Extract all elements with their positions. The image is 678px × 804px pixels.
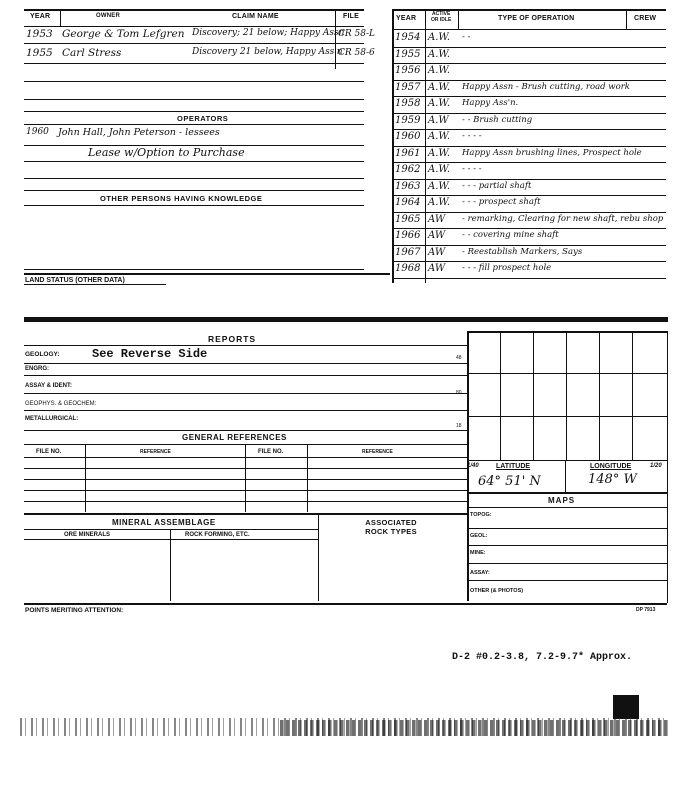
operation-row-line bbox=[392, 179, 666, 180]
operation-type: Happy Assn brushing lines, Prospect hole bbox=[462, 147, 642, 158]
ref-col-reference-2: REFERENCE bbox=[362, 449, 393, 455]
margin-num-3: 18 bbox=[456, 423, 462, 429]
operation-row-line bbox=[392, 261, 666, 262]
operation-year: 1961 bbox=[395, 147, 421, 159]
margin-num-1: 48 bbox=[456, 355, 462, 361]
maps-other: OTHER (& PHOTOS) bbox=[470, 588, 524, 594]
ref-col-reference-1: REFERENCE bbox=[140, 449, 171, 455]
operation-year: 1964 bbox=[395, 197, 421, 208]
scan-artifact-block bbox=[613, 695, 639, 719]
latitude-prefix: 1/40 bbox=[467, 463, 479, 469]
operation-status: A.W. bbox=[428, 164, 451, 175]
owner-header: OWNER bbox=[96, 13, 120, 19]
operation-year: 1958 bbox=[395, 98, 421, 109]
ore-minerals-label: ORE MINERALS bbox=[64, 532, 111, 538]
operation-year: 1960 bbox=[395, 131, 421, 142]
claim-2-owner: Carl Stress bbox=[62, 47, 122, 59]
operation-row-line bbox=[392, 146, 666, 147]
operation-status: AW bbox=[428, 213, 446, 225]
rock-forming-label: ROCK FORMING, ETC. bbox=[185, 532, 250, 538]
operation-type: - - - - bbox=[462, 164, 482, 174]
associated-rock-types-label: ASSOCIATED ROCK TYPES bbox=[365, 518, 417, 536]
operation-status: AW bbox=[428, 230, 446, 241]
operation-status: A.W. bbox=[428, 147, 451, 159]
operation-year: 1965 bbox=[395, 213, 421, 225]
top-left-border bbox=[24, 9, 364, 11]
ops-type-header: TYPE OF OPERATION bbox=[498, 15, 575, 22]
assay-label: ASSAY & IDENT: bbox=[25, 383, 73, 389]
operation-row-line bbox=[392, 228, 666, 229]
engrg-label: ENGRG: bbox=[25, 366, 49, 372]
operation-row-line bbox=[392, 162, 666, 163]
operation-status: A.W. bbox=[428, 81, 451, 93]
operation-type: - - covering mine shaft bbox=[462, 230, 559, 240]
claim-name-header: CLAIM NAME bbox=[232, 13, 279, 20]
claim-1-name: Discovery; 21 below; Happy Assn bbox=[192, 28, 345, 38]
operation-type: Happy Ass'n. bbox=[462, 98, 519, 108]
ops-year-header: YEAR bbox=[396, 15, 417, 22]
operation-status: AW bbox=[428, 263, 446, 274]
operation-status: A.W. bbox=[428, 180, 451, 192]
operation-row-line bbox=[392, 278, 666, 279]
operation-type: - - - fill prospect hole bbox=[462, 263, 552, 273]
ref-col-file-2: FILE NO. bbox=[258, 449, 284, 455]
year-header: YEAR bbox=[30, 13, 51, 20]
claim-2-file: CR 58-6 bbox=[338, 48, 375, 58]
operation-row-line bbox=[392, 63, 666, 64]
longitude-suffix: 1/20 bbox=[650, 463, 662, 469]
operation-row-line bbox=[392, 129, 666, 130]
operation-type: - - - - bbox=[462, 131, 482, 141]
operators-label: OPERATORS bbox=[177, 114, 229, 123]
metallurgical-label: METALLURGICAL: bbox=[25, 416, 79, 422]
general-references-title: GENERAL REFERENCES bbox=[182, 433, 287, 442]
points-meriting-attention-label: POINTS MERITING ATTENTION: bbox=[25, 607, 124, 614]
knowledge-label: OTHER PERSONS HAVING KNOWLEDGE bbox=[100, 194, 263, 203]
operation-status: AW bbox=[428, 246, 446, 258]
operator-1-text: John Hall, John Peterson - lessees bbox=[58, 127, 220, 138]
maps-title: MAPS bbox=[548, 496, 576, 505]
operation-year: 1955 bbox=[395, 48, 421, 60]
operation-row-line bbox=[392, 47, 666, 48]
latitude-value: 64° 51' N bbox=[478, 474, 541, 489]
claim-2-year: 1955 bbox=[26, 47, 53, 59]
ops-active-header: ACTIVE bbox=[432, 11, 451, 17]
grid-hline bbox=[467, 416, 667, 417]
maps-mine: MINE: bbox=[470, 550, 486, 556]
operation-row-line bbox=[392, 113, 666, 114]
mineral-title: MINERAL ASSEMBLAGE bbox=[112, 518, 216, 527]
grid-bottom-line bbox=[467, 460, 667, 461]
operation-status: A.W. bbox=[428, 98, 451, 109]
operation-year: 1954 bbox=[395, 32, 421, 43]
operation-row-line bbox=[392, 212, 666, 213]
geophys-label: GEOPHYS. & GEOCHEM: bbox=[25, 401, 97, 407]
operation-year: 1968 bbox=[395, 263, 421, 274]
claim-1-owner: George & Tom Lefgren bbox=[62, 28, 185, 40]
longitude-value: 148° W bbox=[588, 472, 637, 487]
maps-topog: TOPOG: bbox=[470, 512, 492, 518]
grid-hline bbox=[467, 373, 667, 374]
operator-2-text: Lease w/Option to Purchase bbox=[88, 146, 245, 159]
operation-status: A.W. bbox=[428, 32, 451, 43]
operation-type: - - - prospect shaft bbox=[462, 197, 541, 207]
land-status-label: LAND STATUS (OTHER DATA) bbox=[25, 277, 125, 284]
operation-year: 1957 bbox=[395, 81, 421, 93]
operation-type: Happy Assn - Brush cutting, road work bbox=[462, 81, 630, 92]
operation-status: A.W. bbox=[428, 48, 451, 60]
grid-vline bbox=[566, 331, 567, 460]
operation-row-line bbox=[392, 195, 666, 196]
operator-1-year: 1960 bbox=[26, 127, 49, 137]
maps-geol: GEOL: bbox=[470, 533, 488, 539]
operation-type: - - - partial shaft bbox=[462, 180, 532, 191]
divider-bar bbox=[24, 317, 668, 322]
ops-idle-header: OR IDLE bbox=[431, 17, 452, 23]
operation-year: 1959 bbox=[395, 114, 421, 126]
longitude-label: LONGITUDE bbox=[590, 463, 632, 470]
maps-assay: ASSAY: bbox=[470, 570, 490, 576]
ref-col-file-1: FILE NO. bbox=[36, 449, 62, 455]
geology-label: GEOLOGY: bbox=[25, 351, 60, 358]
operation-status: A.W. bbox=[428, 197, 451, 208]
latitude-label: LATITUDE bbox=[496, 463, 531, 470]
ops-crew-header: CREW bbox=[634, 15, 657, 22]
operation-type: - remarking, Clearing for new shaft, rebu shop bbox=[462, 213, 664, 224]
operation-status: A.W. bbox=[428, 131, 451, 142]
reports-title: REPORTS bbox=[208, 334, 257, 344]
operation-type: - - Brush cutting bbox=[462, 114, 533, 125]
grid-vline bbox=[500, 331, 501, 460]
operation-year: 1963 bbox=[395, 180, 421, 192]
claim-1-file: CR 58-L bbox=[338, 29, 375, 39]
operation-row-line bbox=[392, 245, 666, 246]
scan-noise-dark bbox=[280, 720, 668, 736]
operation-year: 1967 bbox=[395, 246, 421, 258]
claim-1-year: 1953 bbox=[26, 28, 53, 40]
depth-note: D-2 #0.2-3.8, 7.2-9.7* Approx. bbox=[452, 652, 633, 663]
grid-vline bbox=[599, 331, 600, 460]
operation-year: 1966 bbox=[395, 230, 421, 241]
file-header: FILE bbox=[343, 13, 359, 20]
operation-type: - Reestablish Markers, Says bbox=[462, 246, 583, 257]
operation-type: - - bbox=[462, 32, 471, 42]
claim-2-name: Discovery 21 below, Happy Ass'n bbox=[192, 47, 343, 57]
operation-status: A.W bbox=[428, 114, 449, 126]
operation-status: A.W. bbox=[428, 65, 451, 76]
grid-vline bbox=[632, 331, 633, 460]
form-number: DP 7913 bbox=[636, 607, 656, 613]
operation-row-line bbox=[392, 96, 666, 97]
operation-row-line bbox=[392, 80, 666, 81]
grid-vline bbox=[533, 331, 534, 460]
operation-year: 1962 bbox=[395, 164, 421, 175]
geology-value: See Reverse Side bbox=[92, 347, 208, 361]
operation-year: 1956 bbox=[395, 65, 421, 76]
margin-num-2: 80 bbox=[456, 390, 462, 396]
